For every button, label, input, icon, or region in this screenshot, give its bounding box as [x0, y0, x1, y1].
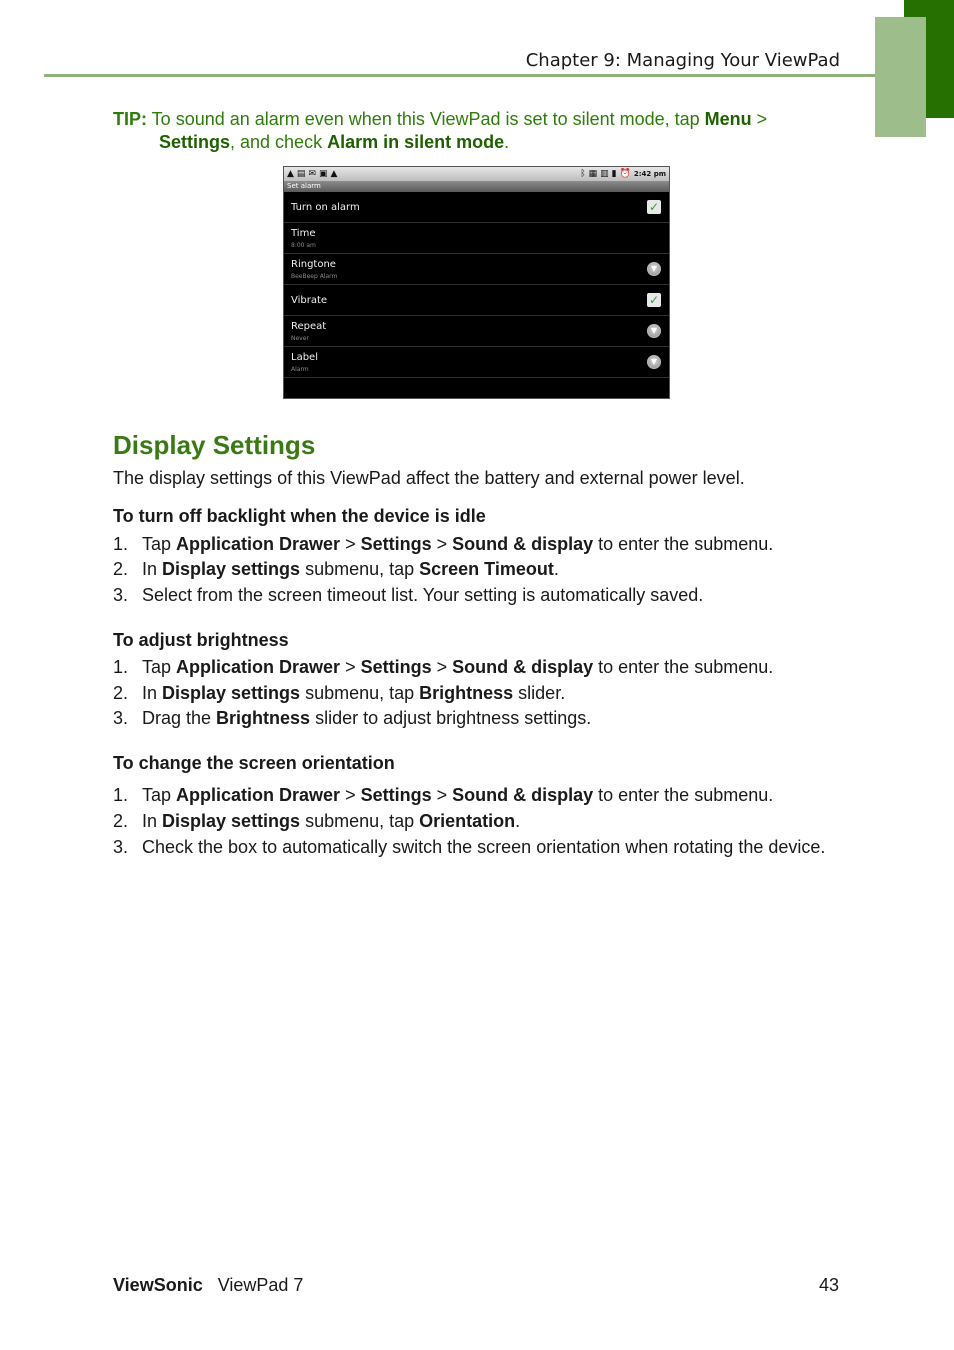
tip-end: .: [504, 132, 510, 152]
brightness-heading: To adjust brightness: [113, 630, 289, 650]
warning-icon: ▲: [287, 169, 294, 179]
orientation-step-3: 3. Check the box to automatically switch the screen orientation when rotating the device.: [113, 837, 826, 857]
step-number: 3.: [113, 708, 129, 728]
pref-summary: BeeBeep Alarm: [291, 273, 338, 280]
pref-vibrate[interactable]: [284, 285, 669, 316]
tip-text: To sound an alarm even when this ViewPad is set to silent mode, tap: [147, 109, 705, 129]
step-number: 1.: [113, 657, 129, 677]
step-number: 3.: [113, 837, 129, 857]
footer-brand: [113, 1275, 303, 1296]
section-title: Display Settings: [113, 430, 316, 460]
pref-repeat[interactable]: [284, 316, 669, 347]
tip-sep: >: [751, 109, 768, 129]
orientation-step-2: 2. In Display settings submenu, tap Orientation.: [113, 811, 521, 831]
pref-turn-on-alarm[interactable]: [284, 192, 669, 223]
status-bar: [284, 167, 669, 181]
step-number: 1.: [113, 785, 129, 805]
tip-settings: Settings: [159, 132, 231, 152]
set-alarm-screenshot: [283, 166, 670, 399]
usb-icon: ▣: [318, 169, 328, 179]
gmail-icon: ✉: [308, 169, 316, 179]
status-time: 2:42 pm: [633, 170, 666, 178]
brightness-step-2: 2. In Display settings submenu, tap Brightness slider.: [113, 683, 566, 703]
backlight-heading: To turn off backlight when the device is idle: [113, 506, 486, 526]
step-number: 2.: [113, 683, 129, 703]
battery-icon: ▮: [611, 169, 617, 179]
alarm-icon: ⏰: [619, 169, 631, 179]
tip-note: [113, 108, 833, 154]
checkbox-checked-icon[interactable]: ✓: [648, 293, 660, 307]
pref-label[interactable]: [284, 347, 669, 378]
page-number: 43: [818, 1275, 839, 1295]
pref-time[interactable]: [284, 223, 669, 254]
footer-brand-name: ViewSonic: [113, 1275, 203, 1295]
checkbox-checked-icon[interactable]: ✓: [648, 200, 660, 214]
step-number: 1.: [113, 534, 129, 554]
pref-title: Time: [291, 228, 316, 239]
signal-icon: ▥: [600, 169, 609, 179]
pref-summary: 8:00 am: [291, 242, 316, 249]
tip-menu: Menu: [704, 109, 752, 129]
bluetooth-icon: ᛒ: [580, 169, 586, 179]
chapter-header: Chapter 9: Managing Your ViewPad: [525, 50, 840, 71]
chat-icon: ▤: [296, 169, 306, 179]
pref-title: Ringtone: [291, 259, 336, 270]
footer-model: ViewPad 7: [217, 1275, 304, 1295]
pref-summary: Alarm: [291, 366, 309, 373]
pref-title: Repeat: [291, 321, 327, 332]
orientation-step-1: 1. Tap Application Drawer > Settings > Sound & display to enter the submenu.: [113, 785, 774, 805]
screen-title: Set alarm: [284, 181, 669, 192]
section-intro: The display settings of this ViewPad affect the battery and external power level.: [113, 468, 745, 488]
tip-option: Alarm in silent mode: [327, 132, 505, 152]
chevron-down-icon[interactable]: ▼: [647, 355, 661, 369]
status-icons-right: [580, 169, 666, 179]
warning-icon: ▲: [330, 169, 338, 179]
tip-label: TIP:: [113, 109, 147, 129]
pref-title: Turn on alarm: [291, 202, 360, 213]
network-icon: ▦: [588, 169, 598, 179]
chapter-tab-light: [875, 17, 926, 137]
status-icons-left: [287, 169, 337, 179]
backlight-step-1: 1. Tap Application Drawer > Settings > Sound & display to enter the submenu.: [113, 534, 774, 554]
pref-title: Vibrate: [291, 295, 328, 306]
backlight-step-2: 2. In Display settings submenu, tap Screen Timeout.: [113, 559, 559, 579]
header-rule: [44, 74, 875, 77]
backlight-step-3: 3. Select from the screen timeout list. Your setting is automatically saved.: [113, 585, 704, 605]
orientation-heading: To change the screen orientation: [113, 753, 395, 773]
step-number: 2.: [113, 811, 129, 831]
pref-ringtone[interactable]: [284, 254, 669, 285]
tip-text2: , and check: [230, 132, 328, 152]
pref-title: Label: [291, 352, 318, 363]
step-number: 3.: [113, 585, 129, 605]
pref-summary: Never: [291, 335, 309, 342]
step-number: 2.: [113, 559, 129, 579]
brightness-step-3: 3. Drag the Brightness slider to adjust brightness settings.: [113, 708, 592, 728]
chevron-down-icon[interactable]: ▼: [647, 262, 661, 276]
chevron-down-icon[interactable]: ▼: [647, 324, 661, 338]
brightness-step-1: 1. Tap Application Drawer > Settings > Sound & display to enter the submenu.: [113, 657, 774, 677]
